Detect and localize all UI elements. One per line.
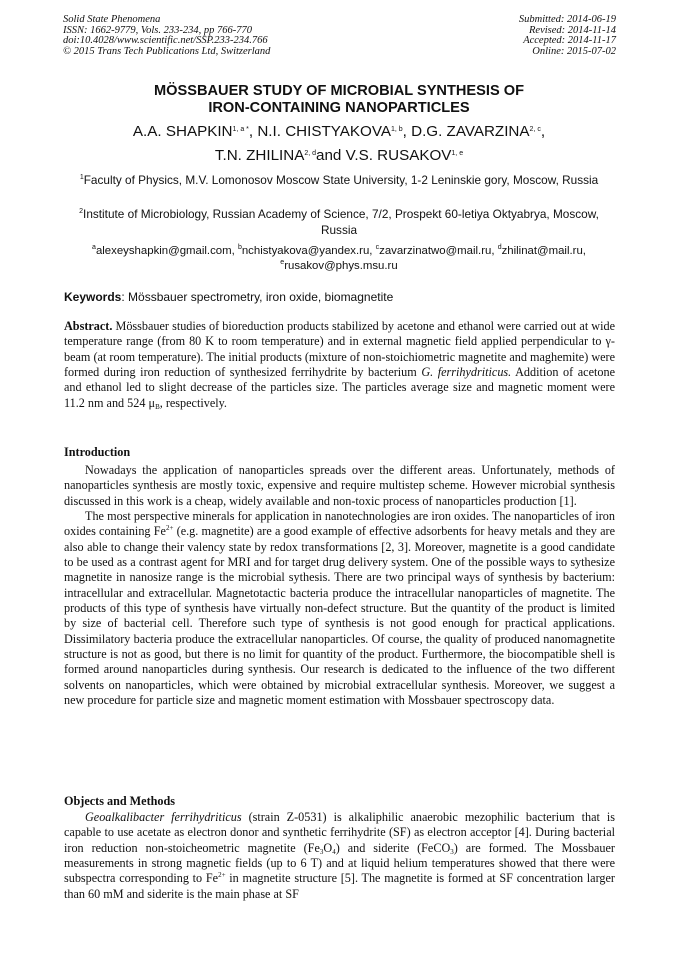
email-list: $^a$alexeyshapkin@gmail.com, $^b$nchistyakova@yandex.ru, $^c$zavarzinatwo@mail.ru, $^d$zhilinat@mail.ru, $^e$rusakov@phys.msu.ru bbox=[92, 244, 586, 272]
abstract-text-1: Mössbauer studies of bioreduction products stabilized by acetone and ethanol were carried out at wide temperature range (from 80 K to room temperature) and in external magnetic field applied perpendicular to γ-beam (at room temperature). The initial products (mixture of non-stoichiometric magnetite and maghemite) were formed during iron reduction of synthesized ferrihydrite by bacterium bbox=[64, 319, 615, 380]
email-d[interactable]: zhilinat@mail.ru bbox=[501, 245, 583, 257]
copyright-line: © 2015 Trans Tech Publications Ltd, Switzerland bbox=[63, 45, 271, 57]
intro-p2-text-b: (e.g. magnetite) are a good example of effective adsorbents for heavy metals and they are also able to change their valency state by redox transformations [2, 3]. Moreover, magnetite is a good candidate to be used as a contrast agent for MRI and for target drug delivery system. One of the possible ways to sythesize magnetite in nanosize range is the microbial sythesis. There are two principal ways of synthesis by bacterium: intracellular and extracellular. Magnetotactic bacteria produce the intracellular nanoparticles of magnetite. The products of this type of synthesis have virtually non-defect structure. But the quantity of the product is limited by size of bacterial cell. Therefore such type of synthesis is not good enough for practical applications. Dissimilatory bacteria produce the extracellular nanoparticles. Of course, the quality of produced nanomagnetite structure is not as good, but there is no limit for quantity of the product. Furthermore, the biocompatible shell is formed around nanoparticles during synthesis. Our research is dedicated to the influence of the two different solvents on nanoparticles, which were obtained by microbial extracellular synthesis. Moreover, we suggest a new procedure for particle size and magnetic moment estimation with Mossbauer spectroscopy data. bbox=[64, 524, 615, 708]
keywords-label: Keywords bbox=[64, 290, 122, 304]
abstract-sub: B bbox=[155, 402, 160, 411]
intro-paragraph-1: Nowadays the application of nanoparticles spreads over the different areas. Unfortunately, methods of nanoparticles synthesis are mostly toxic, expensive and require multistep scheme. However microbial synthesis discussed in this work is a cheap, widely available and non-toxic process of nanoparticles production [1]. bbox=[64, 463, 615, 508]
abstract-label: Abstract. bbox=[64, 319, 113, 333]
abstract-text-2: Addition of acetone and ethanol led to slight decrease of the particles size. The particles average size and magnetic moment were 11.2 nm and 524 μ bbox=[64, 365, 615, 410]
email-c[interactable]: zavarzinatwo@mail.ru bbox=[379, 245, 492, 257]
affiliation-2 bbox=[70, 207, 608, 238]
affiliation-2-text: Institute of Microbiology, Russian Academy of Science, 7/2, Prospekt 60-letiya Oktyabrya, Moscow, Russia bbox=[83, 207, 599, 237]
dates-info bbox=[519, 15, 616, 57]
author-5: V.S. RUSAKOV bbox=[345, 147, 452, 164]
affiliation-1 bbox=[70, 173, 608, 189]
author-line-2 bbox=[60, 144, 618, 168]
email-a[interactable]: alexeyshapkin@gmail.com bbox=[95, 245, 232, 257]
author-4: T.N. ZHILINA bbox=[214, 147, 305, 164]
email-e[interactable]: rusakov@phys.msu.ru bbox=[284, 259, 398, 272]
methods-sub-3: 3 bbox=[450, 847, 454, 856]
doi-line: doi:10.4028/www.scientific.net/SSP.233-234.766 bbox=[63, 35, 268, 47]
submitted-date: Submitted: 2014-06-19 bbox=[518, 14, 616, 25]
author-line-1: A.A. $SHAPKIN^{1, a *}$, N.I. CHISTYAKOVA$^{1, b}$, D.G. ZAVARZINA$^{2, c}$, bbox=[132, 123, 546, 140]
title-line-1: MÖSSBAUER STUDY OF MICROBIAL SYNTHESIS OF bbox=[153, 83, 524, 99]
author-1: A.A. SHAPKIN bbox=[132, 123, 233, 140]
methods-text-1: (strain Z-0531) is alkaliphilic anaerobic mezophilic bacterium that is capable to use acetate as electron donor and synthetic ferrihydrite (SF) as electron acceptor [4]. During bacterial iron reduction non-stoicheometric magnetite (Fe bbox=[64, 810, 616, 855]
author-3-affil: 2, c bbox=[529, 126, 541, 133]
abstract bbox=[64, 319, 615, 411]
methods-text-4: ) are formed. The Mossbauer measurements in strong magnetic fields (up to 6 T) and at liquid helium temperatures showed that there were subspectra corresponding to Fe bbox=[64, 840, 615, 886]
methods-species: Geoalkalibacter ferrihydriticus bbox=[85, 810, 242, 824]
author-4-affil: 2, d bbox=[304, 150, 317, 157]
author-2: N.I. CHISTYAKOVA bbox=[257, 123, 391, 140]
introduction-heading: Introduction bbox=[64, 445, 131, 459]
journal-info bbox=[63, 15, 270, 57]
methods-text-2: O bbox=[323, 840, 333, 855]
affiliation-1-marker: 1 bbox=[79, 174, 84, 181]
affiliation-2-marker: 2 bbox=[79, 208, 84, 215]
methods-sub-1: 3 bbox=[319, 847, 324, 856]
issn-line: ISSN: 1662-9779, Vols. 233-234, pp 766-770 bbox=[63, 24, 252, 36]
title-line-2: IRON-CONTAINING NANOPARTICLES bbox=[208, 99, 470, 116]
methods-paragraph-1 bbox=[64, 810, 615, 902]
keywords bbox=[64, 290, 616, 305]
affiliation-1-text: Faculty of Physics, M.V. Lomonosov Moscow State University, 1-2 Leninskie gory, Moscow, Russia bbox=[83, 173, 599, 187]
methods-text-5: in magnetite structure [5]. The magnetite is formed at SF concentration larger than 60 mM and siderite is the main phase at SF bbox=[64, 871, 615, 901]
intro-p2-sup: 2+ bbox=[165, 524, 174, 533]
online-date: Online: 2015-07-02 bbox=[532, 45, 616, 57]
abstract-species: G. ferrihydriticus. bbox=[421, 365, 512, 380]
methods-sub-2: 4 bbox=[332, 847, 336, 856]
author-3: D.G. ZAVARZINA bbox=[411, 123, 530, 140]
keywords-text: : Mössbauer spectrometry, iron oxide, biomagnetite bbox=[121, 290, 394, 304]
introduction-body bbox=[64, 463, 615, 709]
author-2-affil: 1, b bbox=[390, 126, 403, 133]
author-5-affil: 1, e bbox=[451, 150, 464, 157]
email-b[interactable]: nchistyakova@yandex.ru bbox=[241, 245, 370, 257]
abstract-text-3: , respectively. bbox=[159, 395, 227, 410]
methods-body bbox=[64, 810, 615, 902]
methods-sup: 2+ bbox=[218, 871, 226, 880]
author-and: and bbox=[316, 147, 342, 164]
paper-title bbox=[60, 83, 618, 116]
intro-p2-text-a: The most perspective minerals for application in nanotechnologies are iron oxides. The nanoparticles of iron oxides containing Fe bbox=[64, 509, 615, 539]
author-1-affil: 1, a * bbox=[232, 126, 249, 133]
accepted-date: Accepted: 2014-11-17 bbox=[523, 35, 616, 47]
methods-text-3: ) and siderite (FeCO bbox=[335, 840, 451, 855]
journal-name: Solid State Phenomena bbox=[63, 14, 161, 25]
author-list bbox=[60, 120, 618, 168]
intro-paragraph-2 bbox=[64, 509, 615, 708]
methods-heading: Objects and Methods bbox=[64, 794, 176, 808]
revised-date: Revised: 2014-11-14 bbox=[529, 24, 616, 36]
